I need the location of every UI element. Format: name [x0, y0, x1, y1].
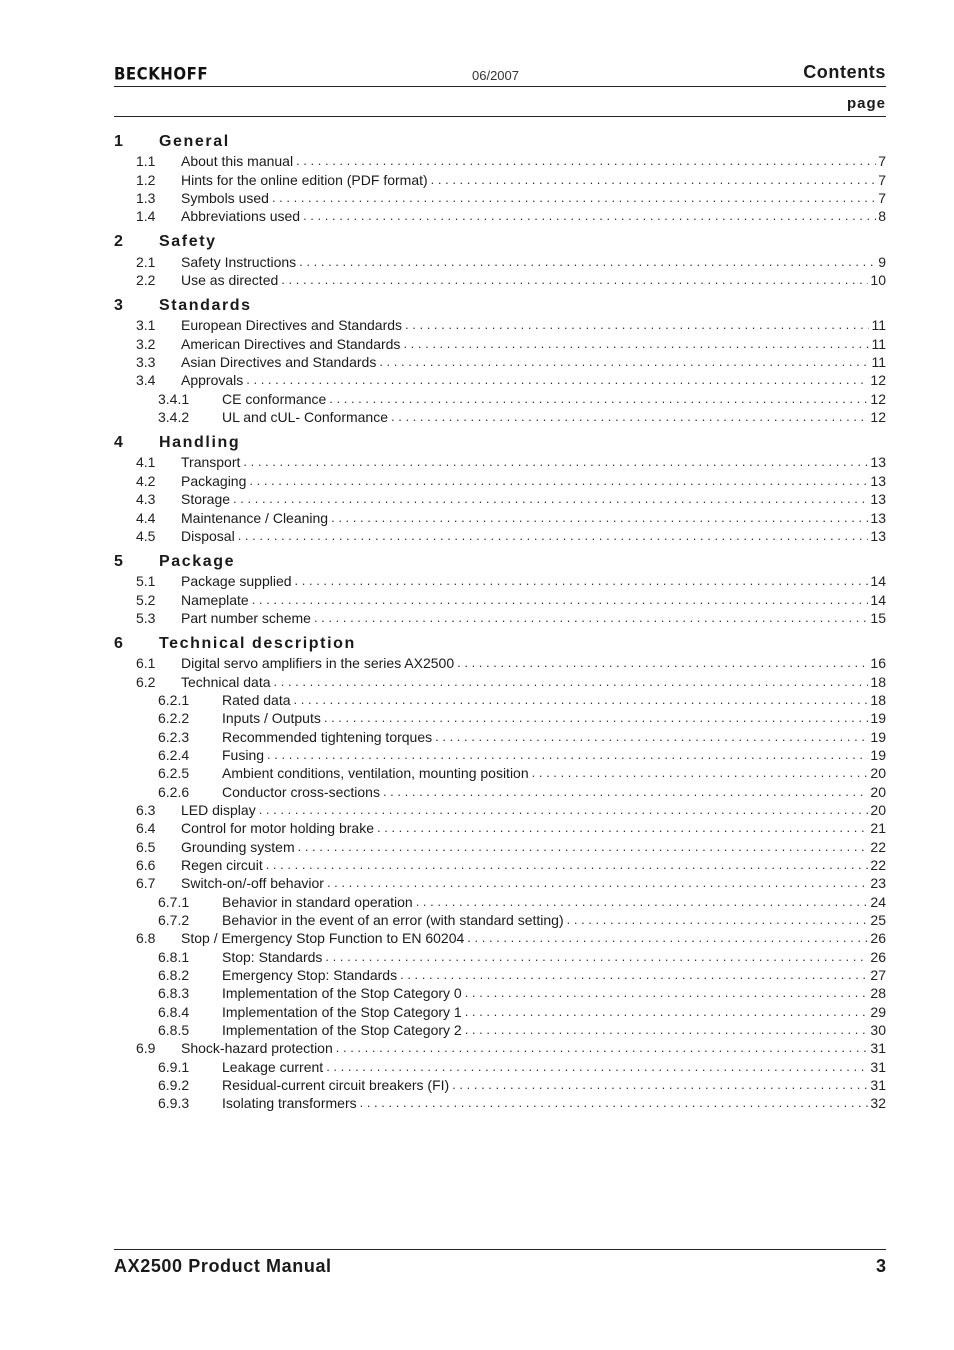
entry-page: 29 — [870, 1003, 886, 1020]
entry-number: 6.7.1 — [158, 893, 190, 910]
entry-page: 13 — [870, 509, 886, 526]
entry-page: 9 — [878, 253, 886, 270]
toc-entry[interactable] — [114, 206, 886, 224]
entry-page: 24 — [870, 893, 886, 910]
dot-leader — [331, 510, 868, 526]
entry-number: 5.1 — [136, 573, 156, 590]
toc-entry[interactable] — [114, 928, 886, 946]
entry-title: Emergency Stop: Standards — [222, 967, 398, 984]
entry-title: Approvals — [181, 372, 244, 389]
toc-entry[interactable] — [114, 333, 886, 351]
dot-leader — [400, 967, 868, 983]
entry-page: 7 — [878, 153, 886, 170]
toc-entry[interactable] — [114, 169, 886, 187]
entry-title: LED display — [181, 801, 256, 818]
entry-number: 6.2.1 — [158, 691, 190, 708]
entry-title: Conductor cross-sections — [222, 783, 380, 800]
toc-entry[interactable] — [114, 690, 886, 708]
entry-title: Isolating transformers — [222, 1095, 357, 1112]
entry-page: 11 — [871, 335, 886, 352]
toc-entry[interactable] — [114, 1056, 886, 1074]
entry-number: 6.2.3 — [158, 728, 190, 745]
entry-page: 25 — [870, 912, 886, 929]
toc-entry[interactable] — [114, 836, 886, 854]
entry-title: UL and cUL- Conformance — [222, 409, 389, 426]
entry-number: 3.4 — [136, 372, 156, 389]
entry-title: Behavior in the event of an error (with standard setting) — [222, 912, 564, 929]
entry-number: 3.4.1 — [158, 390, 190, 407]
entry-page: 18 — [870, 691, 886, 708]
entry-number: 6.5 — [136, 838, 156, 855]
toc-entry[interactable] — [114, 855, 886, 873]
chapter-title: General — [159, 133, 230, 150]
entry-page: 19 — [870, 728, 886, 745]
entry-title: Recommended tightening torques — [222, 728, 433, 745]
entry-title: Implementation of the Stop Category 0 — [222, 985, 462, 1002]
toc-entry[interactable] — [114, 745, 886, 763]
entry-page: 30 — [870, 1022, 886, 1039]
entry-page: 11 — [871, 317, 886, 334]
dot-leader — [295, 573, 869, 589]
dot-leader — [274, 674, 869, 690]
entry-number: 6.3 — [136, 801, 156, 818]
toc-entry[interactable] — [114, 965, 886, 983]
chapter-number: 6 — [114, 634, 123, 652]
entry-title: CE conformance — [222, 390, 327, 407]
dot-leader — [252, 592, 869, 608]
entry-number: 4.2 — [136, 472, 156, 489]
entry-page: 7 — [878, 190, 886, 207]
toc-entry[interactable] — [114, 407, 886, 425]
toc-entry[interactable] — [114, 507, 886, 525]
toc-entry[interactable] — [114, 315, 886, 333]
entry-number: 6.4 — [136, 820, 156, 837]
toc-entry[interactable] — [114, 708, 886, 726]
entry-number: 6.2 — [136, 673, 156, 690]
entry-number: 2.1 — [136, 253, 156, 270]
toc-entry[interactable] — [114, 818, 886, 836]
document-date: 06/2007 — [472, 68, 519, 83]
toc-chapter[interactable] — [114, 230, 886, 251]
entry-title: Residual-current circuit breakers (FI) — [222, 1077, 450, 1094]
page-title: Contents — [803, 62, 886, 82]
dot-leader — [567, 912, 869, 928]
toc-entry[interactable] — [114, 1001, 886, 1019]
dot-leader — [465, 985, 869, 1001]
toc-entry[interactable] — [114, 571, 886, 589]
entry-number: 3.2 — [136, 335, 156, 352]
toc-entry[interactable] — [114, 763, 886, 781]
entry-page: 32 — [870, 1095, 886, 1112]
entry-page: 14 — [870, 573, 886, 590]
entry-page: 31 — [870, 1058, 886, 1075]
toc-entry[interactable] — [114, 910, 886, 928]
entry-page: 31 — [870, 1077, 886, 1094]
entry-page: 20 — [870, 801, 886, 818]
entry-number: 6.2.2 — [158, 710, 190, 727]
page-header — [114, 62, 886, 88]
chapter-number: 2 — [114, 233, 123, 251]
entry-page: 20 — [870, 765, 886, 782]
entry-title: Regen circuit — [181, 857, 263, 873]
chapter-number: 1 — [114, 133, 123, 150]
dot-leader — [299, 254, 876, 270]
entry-title: Hints for the online edition (PDF format) — [181, 171, 428, 188]
entry-page: 13 — [870, 491, 886, 508]
dot-leader — [360, 1095, 869, 1111]
entry-title: Nameplate — [181, 591, 249, 608]
toc-entry[interactable] — [114, 946, 886, 964]
entry-page: 10 — [870, 272, 886, 289]
entry-page: 27 — [870, 967, 886, 984]
entry-number: 1.3 — [136, 190, 156, 207]
entry-page: 20 — [870, 783, 886, 800]
dot-leader — [435, 729, 868, 745]
chapter-number: 3 — [114, 297, 123, 315]
toc-chapter[interactable] — [114, 294, 886, 315]
dot-leader — [383, 784, 868, 800]
entry-number: 6.8.2 — [158, 967, 190, 984]
dot-leader — [326, 1059, 868, 1075]
toc-chapter[interactable] — [114, 431, 886, 452]
entry-number: 6.8.1 — [158, 948, 190, 965]
footer-rule — [114, 1249, 886, 1250]
entry-page: 18 — [870, 673, 886, 690]
entry-title: About this manual — [181, 153, 294, 170]
footer-page-number: 3 — [875, 1256, 886, 1276]
entry-page: 19 — [870, 710, 886, 727]
toc-entry[interactable] — [114, 671, 886, 689]
toc-entry[interactable] — [114, 589, 886, 607]
entry-number: 6.1 — [136, 655, 156, 672]
entry-page: 28 — [870, 985, 886, 1002]
toc-entry[interactable] — [114, 873, 886, 891]
entry-title: Leakage current — [222, 1058, 324, 1075]
table-of-contents — [114, 130, 886, 1111]
entry-title: American Directives and Standards — [181, 335, 401, 352]
dot-leader — [267, 747, 868, 763]
entry-page: 7 — [878, 171, 886, 188]
toc-entry[interactable] — [114, 489, 886, 507]
chapter-number: 5 — [114, 552, 123, 570]
entry-page: 15 — [870, 609, 886, 626]
entry-number: 5.3 — [136, 609, 156, 626]
dot-leader — [281, 272, 868, 288]
dot-leader — [377, 820, 868, 836]
entry-title: European Directives and Standards — [181, 317, 403, 334]
toc-entry[interactable] — [114, 151, 886, 169]
entry-number: 4.1 — [136, 454, 156, 471]
toc-entry[interactable] — [114, 388, 886, 406]
entry-title: Ambient conditions, ventilation, mounting position — [222, 765, 529, 782]
entry-number: 1.1 — [136, 153, 156, 170]
entry-title: Packaging — [181, 472, 247, 489]
entry-title: Transport — [181, 454, 241, 471]
dot-leader — [303, 208, 876, 224]
entry-number: 6.9.2 — [158, 1077, 190, 1094]
entry-page: 22 — [870, 857, 886, 873]
toc-entry[interactable] — [114, 781, 886, 799]
dot-leader — [325, 949, 868, 965]
entry-page: 12 — [870, 409, 886, 426]
entry-title: Implementation of the Stop Category 1 — [222, 1003, 462, 1020]
toc-entry[interactable] — [114, 608, 886, 626]
toc-entry[interactable] — [114, 1093, 886, 1111]
dot-leader — [379, 354, 869, 370]
entry-number: 3.1 — [136, 317, 156, 334]
toc-entry[interactable] — [114, 726, 886, 744]
dot-leader — [465, 1022, 869, 1038]
entry-title: Digital servo amplifiers in the series AX2500 — [181, 655, 455, 672]
page-column-label: page — [846, 95, 886, 112]
entry-title: Abbreviations used — [181, 208, 301, 225]
entry-title: Behavior in standard operation — [222, 893, 413, 910]
entry-title: Symbols used — [181, 190, 269, 207]
entry-page: 26 — [870, 948, 886, 965]
toc-entry[interactable] — [114, 352, 886, 370]
dot-leader — [467, 930, 868, 946]
chapter-title: Package — [159, 552, 236, 570]
dot-leader — [314, 610, 868, 626]
entry-page: 12 — [870, 390, 886, 407]
header-rule — [114, 86, 886, 87]
footer-title: AX2500 Product Manual — [114, 1256, 332, 1276]
entry-number: 6.8 — [136, 930, 156, 947]
dot-leader — [431, 172, 877, 188]
toc-entry[interactable] — [114, 1020, 886, 1038]
chapter-title: Safety — [159, 233, 217, 251]
toc-chapter[interactable] — [114, 632, 886, 653]
page-label-rule — [114, 116, 886, 117]
entry-title: Safety Instructions — [181, 253, 297, 270]
entry-page: 11 — [871, 354, 886, 371]
toc-entry[interactable] — [114, 188, 886, 206]
entry-title: Disposal — [181, 527, 235, 544]
entry-number: 1.4 — [136, 208, 156, 225]
entry-title: Part number scheme — [181, 609, 311, 626]
toc-entry[interactable] — [114, 270, 886, 288]
dot-leader — [416, 894, 869, 910]
entry-number: 6.9.1 — [158, 1058, 190, 1075]
entry-number: 6.8.3 — [158, 985, 190, 1002]
dot-leader — [405, 317, 869, 333]
dot-leader — [294, 692, 869, 708]
entry-number: 6.6 — [136, 857, 156, 873]
entry-title: Stop: Standards — [222, 948, 323, 965]
entry-page: 23 — [870, 875, 886, 892]
entry-number: 4.3 — [136, 491, 156, 508]
entry-title: Implementation of the Stop Category 2 — [222, 1022, 462, 1039]
entry-page: 12 — [870, 372, 886, 389]
dot-leader — [452, 1077, 868, 1093]
entry-page: 8 — [878, 208, 886, 225]
entry-page: 13 — [870, 454, 886, 471]
toc-entry[interactable] — [114, 1075, 886, 1093]
brand-logo: BECKHOFF — [114, 64, 209, 85]
entry-title: Shock-hazard protection — [181, 1040, 333, 1057]
chapter-title: Standards — [159, 297, 252, 315]
entry-number: 5.2 — [136, 591, 156, 608]
entry-number: 3.3 — [136, 354, 156, 371]
entry-page: 26 — [870, 930, 886, 947]
entry-number: 2.2 — [136, 272, 156, 289]
toc-entry[interactable] — [114, 526, 886, 544]
entry-number: 6.2.5 — [158, 765, 190, 782]
entry-page: 14 — [870, 591, 886, 608]
entry-number: 6.2.6 — [158, 783, 190, 800]
entry-number: 3.4.2 — [158, 409, 190, 426]
dot-leader — [259, 802, 869, 818]
dot-leader — [233, 491, 868, 507]
toc-chapter[interactable] — [114, 550, 886, 571]
entry-title: Maintenance / Cleaning — [181, 509, 329, 526]
entry-page: 16 — [870, 655, 886, 672]
toc-entry[interactable] — [114, 891, 886, 909]
toc-entry[interactable] — [114, 800, 886, 818]
entry-title: Stop / Emergency Stop Function to EN 60204 — [181, 930, 465, 947]
toc-chapter[interactable] — [114, 130, 886, 151]
toc-entry[interactable] — [114, 452, 886, 470]
entry-page: 21 — [870, 820, 886, 837]
dot-leader — [329, 391, 868, 407]
dot-leader — [336, 1040, 869, 1056]
entry-title: Technical data — [181, 673, 271, 690]
dot-leader — [465, 1004, 869, 1020]
entry-number: 6.8.5 — [158, 1022, 190, 1039]
dot-leader — [391, 409, 868, 425]
entry-number: 6.2.4 — [158, 746, 190, 763]
toc-entry[interactable] — [114, 653, 886, 671]
entry-number: 1.2 — [136, 171, 156, 188]
dot-leader — [296, 153, 876, 169]
entry-title: Inputs / Outputs — [222, 710, 321, 727]
entry-number: 4.4 — [136, 509, 156, 526]
dot-leader — [249, 473, 868, 489]
entry-number: 6.9.3 — [158, 1095, 190, 1112]
dot-leader — [457, 655, 868, 671]
entry-title: Storage — [181, 491, 231, 508]
entry-title: Grounding system — [181, 838, 295, 855]
entry-number: 6.9 — [136, 1040, 156, 1057]
chapter-title: Handling — [159, 434, 241, 452]
entry-title: Control for motor holding brake — [181, 820, 374, 837]
toc-entry[interactable] — [114, 1038, 886, 1056]
entry-number: 6.8.4 — [158, 1003, 190, 1020]
entry-number: 6.7 — [136, 875, 156, 892]
entry-title: Switch-on/-off behavior — [181, 875, 324, 892]
entry-page: 22 — [870, 838, 886, 855]
dot-leader — [403, 336, 869, 352]
toc-entry[interactable] — [114, 470, 886, 488]
entry-number: 4.5 — [136, 527, 156, 544]
entry-page: 19 — [870, 746, 886, 763]
dot-leader — [266, 857, 869, 873]
dot-leader — [238, 528, 869, 544]
entry-title: Package supplied — [181, 573, 292, 590]
entry-title: Use as directed — [181, 272, 279, 289]
dot-leader — [327, 875, 868, 891]
toc-entry[interactable] — [114, 370, 886, 388]
chapter-number: 4 — [114, 434, 123, 452]
dot-leader — [272, 190, 876, 206]
dot-leader — [246, 372, 868, 388]
entry-page: 13 — [870, 472, 886, 489]
entry-title: Fusing — [222, 746, 265, 763]
dot-leader — [243, 454, 868, 470]
dot-leader — [324, 710, 869, 726]
toc-entry[interactable] — [114, 983, 886, 1001]
entry-title: Rated data — [222, 691, 291, 708]
entry-page: 13 — [870, 527, 886, 544]
dot-leader — [532, 765, 869, 781]
toc-entry[interactable] — [114, 251, 886, 269]
dot-leader — [298, 839, 869, 855]
entry-title: Asian Directives and Standards — [181, 354, 377, 371]
entry-number: 6.7.2 — [158, 912, 190, 929]
entry-page: 31 — [870, 1040, 886, 1057]
chapter-title: Technical description — [159, 634, 356, 652]
